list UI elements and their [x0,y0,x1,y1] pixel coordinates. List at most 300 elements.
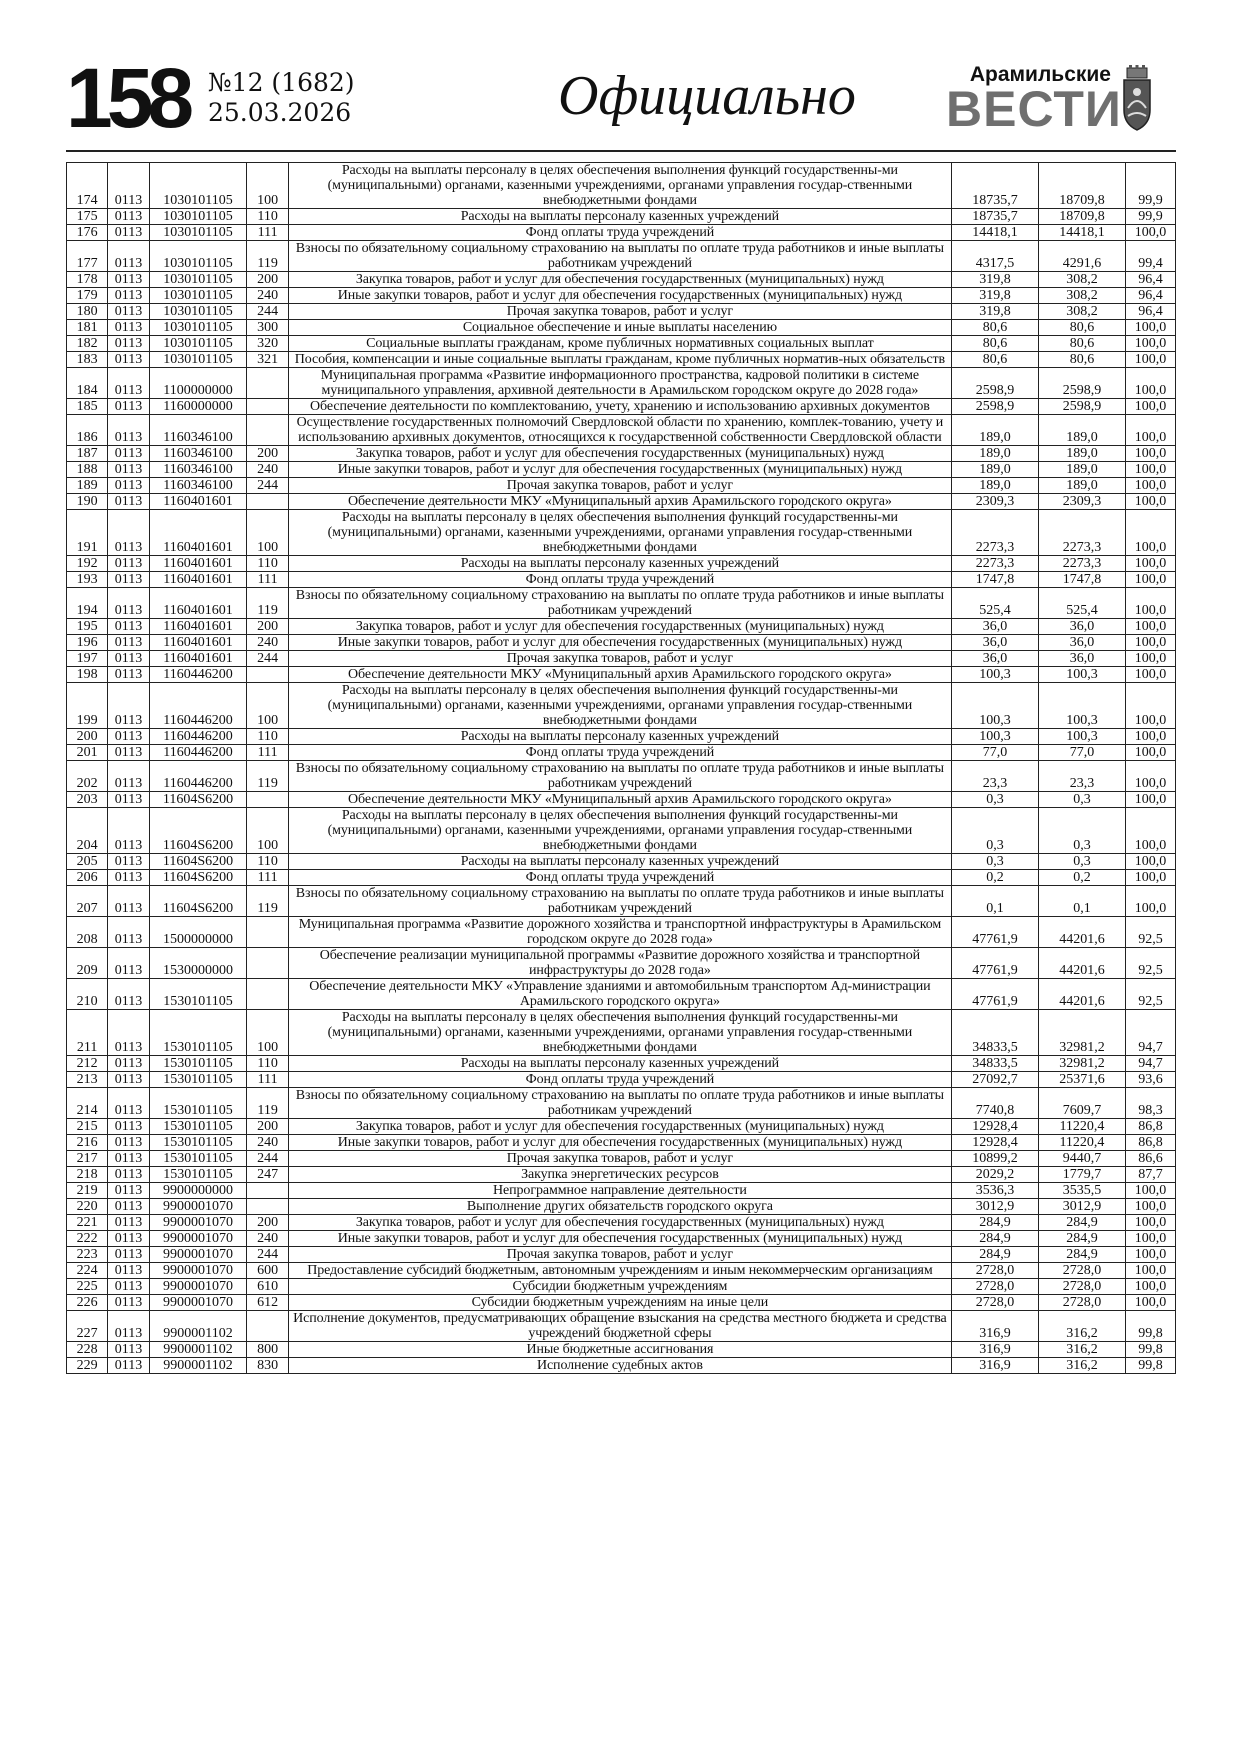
execution-percent: 86,6 [1125,1151,1175,1167]
table-row [67,870,1176,886]
row-number: 226 [67,1295,108,1311]
execution-percent: 92,5 [1125,917,1175,948]
expense-type-code: 100 [247,683,288,729]
planned-amount: 36,0 [952,651,1039,667]
target-article-code: 1160346100 [149,462,247,478]
section-code: 0113 [108,494,149,510]
expense-type-code [247,494,288,510]
planned-amount: 36,0 [952,635,1039,651]
target-article-code: 1530101105 [149,1088,247,1119]
section-code: 0113 [108,761,149,792]
target-article-code: 1030101105 [149,272,247,288]
section-code: 0113 [108,510,149,556]
table-row [67,1311,1176,1342]
table-row [67,288,1176,304]
expense-type-code: 800 [247,1342,288,1358]
expense-type-code: 244 [247,478,288,494]
target-article-code: 1160446200 [149,667,247,683]
table-row [67,336,1176,352]
section-code: 0113 [108,1183,149,1199]
planned-amount: 316,9 [952,1342,1039,1358]
table-row [67,1088,1176,1119]
execution-percent: 100,0 [1125,478,1175,494]
planned-amount: 12928,4 [952,1135,1039,1151]
planned-amount: 2029,2 [952,1167,1039,1183]
expense-type-code: 240 [247,462,288,478]
description: Закупка товаров, работ и услуг для обеспечения государственных (муниципальных) нужд [288,1215,951,1231]
section-code: 0113 [108,1295,149,1311]
planned-amount: 3536,3 [952,1183,1039,1199]
executed-amount: 4291,6 [1038,241,1125,272]
section-code: 0113 [108,1358,149,1374]
section-code: 0113 [108,870,149,886]
table-row [67,556,1176,572]
execution-percent: 99,8 [1125,1342,1175,1358]
table-row [67,619,1176,635]
description: Прочая закупка товаров, работ и услуг [288,478,951,494]
section-code: 0113 [108,462,149,478]
logo-main-text: ВЕСТИ [946,81,1122,137]
expense-type-code [247,1199,288,1215]
section-code: 0113 [108,241,149,272]
expense-type-code [247,415,288,446]
planned-amount: 525,4 [952,588,1039,619]
description: Иные закупки товаров, работ и услуг для обеспечения государственных (муниципальных) нужд [288,462,951,478]
table-row [67,635,1176,651]
description: Взносы по обязательному социальному страхованию на выплаты по оплате труда работников и иные выплаты работникам учреждений [288,241,951,272]
row-number: 177 [67,241,108,272]
executed-amount: 2728,0 [1038,1263,1125,1279]
row-number: 203 [67,792,108,808]
target-article-code: 9900001070 [149,1199,247,1215]
expense-type-code: 119 [247,588,288,619]
expense-type-code: 200 [247,446,288,462]
expense-type-code: 612 [247,1295,288,1311]
section-code: 0113 [108,651,149,667]
row-number: 208 [67,917,108,948]
planned-amount: 319,8 [952,304,1039,320]
description: Взносы по обязательному социальному страхованию на выплаты по оплате труда работников и иные выплаты работникам учреждений [288,1088,951,1119]
target-article-code: 1160446200 [149,745,247,761]
target-article-code: 1530101105 [149,1056,247,1072]
row-number: 204 [67,808,108,854]
description: Иные закупки товаров, работ и услуг для обеспечения государственных (муниципальных) нужд [288,1231,951,1247]
table-row [67,572,1176,588]
planned-amount: 0,1 [952,886,1039,917]
target-article-code: 1530101105 [149,1119,247,1135]
row-number: 199 [67,683,108,729]
execution-percent: 98,3 [1125,1088,1175,1119]
target-article-code: 1030101105 [149,352,247,368]
execution-percent: 96,4 [1125,288,1175,304]
description: Расходы на выплаты персоналу казенных учреждений [288,209,951,225]
table-row [67,1119,1176,1135]
description: Муниципальная программа «Развитие информационного пространства, кадровой политики в системе муниципального управления, архивной деятельности в Арамильском городском округе до 2028 года» [288,368,951,399]
description: Взносы по обязательному социальному страхованию на выплаты по оплате труда работников и иные выплаты работникам учреждений [288,886,951,917]
expense-type-code: 830 [247,1358,288,1374]
planned-amount: 189,0 [952,462,1039,478]
execution-percent: 100,0 [1125,886,1175,917]
table-row [67,320,1176,336]
planned-amount: 2598,9 [952,399,1039,415]
row-number: 228 [67,1342,108,1358]
section-code: 0113 [108,1311,149,1342]
section-code: 0113 [108,1135,149,1151]
execution-percent: 92,5 [1125,948,1175,979]
expense-type-code: 200 [247,1215,288,1231]
table-row [67,1151,1176,1167]
row-number: 176 [67,225,108,241]
expense-type-code: 111 [247,1072,288,1088]
target-article-code: 11604S6200 [149,886,247,917]
table-row [67,979,1176,1010]
execution-percent: 86,8 [1125,1135,1175,1151]
target-article-code: 9900001070 [149,1279,247,1295]
table-row [67,446,1176,462]
row-number: 216 [67,1135,108,1151]
description: Непрограммное направление деятельности [288,1183,951,1199]
planned-amount: 18735,7 [952,163,1039,209]
table-row [67,1358,1176,1374]
row-number: 220 [67,1199,108,1215]
issue-date: 25.03.2026 [208,98,352,127]
executed-amount: 7609,7 [1038,1088,1125,1119]
execution-percent: 100,0 [1125,556,1175,572]
description: Прочая закупка товаров, работ и услуг [288,304,951,320]
section-code: 0113 [108,1167,149,1183]
expense-type-code [247,917,288,948]
table-row [67,667,1176,683]
table-row [67,1247,1176,1263]
description: Обеспечение деятельности по комплектованию, учету, хранению и использованию архивных документов [288,399,951,415]
expense-type-code: 110 [247,854,288,870]
row-number: 222 [67,1231,108,1247]
target-article-code: 1160346100 [149,415,247,446]
execution-percent: 100,0 [1125,1215,1175,1231]
target-article-code: 1160401601 [149,494,247,510]
executed-amount: 0,2 [1038,870,1125,886]
planned-amount: 4317,5 [952,241,1039,272]
planned-amount: 189,0 [952,478,1039,494]
expense-type-code: 244 [247,1247,288,1263]
table-row [67,494,1176,510]
executed-amount: 36,0 [1038,651,1125,667]
execution-percent: 100,0 [1125,1199,1175,1215]
target-article-code: 1500000000 [149,917,247,948]
description: Расходы на выплаты персоналу казенных учреждений [288,556,951,572]
executed-amount: 80,6 [1038,336,1125,352]
executed-amount: 36,0 [1038,635,1125,651]
row-number: 223 [67,1247,108,1263]
target-article-code: 1030101105 [149,225,247,241]
planned-amount: 47761,9 [952,948,1039,979]
expense-type-code: 200 [247,272,288,288]
section-code: 0113 [108,1056,149,1072]
execution-percent: 100,0 [1125,792,1175,808]
section-code: 0113 [108,745,149,761]
row-number: 190 [67,494,108,510]
execution-percent: 100,0 [1125,1279,1175,1295]
target-article-code: 1530000000 [149,948,247,979]
table-row [67,241,1176,272]
expense-type-code: 110 [247,729,288,745]
description: Пособия, компенсации и иные социальные выплаты гражданам, кроме публичных норматив-ных обязательств [288,352,951,368]
executed-amount: 3012,9 [1038,1199,1125,1215]
planned-amount: 12928,4 [952,1119,1039,1135]
planned-amount: 1747,8 [952,572,1039,588]
executed-amount: 0,3 [1038,808,1125,854]
description: Муниципальная программа «Развитие дорожного хозяйства и транспортной инфраструктуры в Арамильском городском округе до 2028 года» [288,917,951,948]
description: Обеспечение деятельности МКУ «Управление зданиями и автомобильным транспортом Ад-министрации Арамильского городского округа» [288,979,951,1010]
expense-type-code: 300 [247,320,288,336]
executed-amount: 189,0 [1038,462,1125,478]
planned-amount: 77,0 [952,745,1039,761]
description: Исполнение судебных актов [288,1358,951,1374]
table-row [67,368,1176,399]
execution-percent: 94,7 [1125,1056,1175,1072]
section-code: 0113 [108,1342,149,1358]
description: Расходы на выплаты персоналу казенных учреждений [288,1056,951,1072]
section-code: 0113 [108,225,149,241]
table-row [67,588,1176,619]
planned-amount: 80,6 [952,320,1039,336]
description: Расходы на выплаты персоналу в целях обеспечения выполнения функций государственны-ми (муниципальными) органами, казенными учреждениями, органами управления государ-ственными внебюджетными фондами [288,510,951,556]
executed-amount: 11220,4 [1038,1119,1125,1135]
planned-amount: 100,3 [952,683,1039,729]
expense-type-code: 111 [247,225,288,241]
section-code: 0113 [108,619,149,635]
execution-percent: 100,0 [1125,225,1175,241]
section-code: 0113 [108,792,149,808]
executed-amount: 1747,8 [1038,572,1125,588]
section-code: 0113 [108,556,149,572]
planned-amount: 7740,8 [952,1088,1039,1119]
planned-amount: 0,2 [952,870,1039,886]
executed-amount: 284,9 [1038,1231,1125,1247]
target-article-code: 9900001102 [149,1311,247,1342]
expense-type-code [247,979,288,1010]
execution-percent: 100,0 [1125,729,1175,745]
planned-amount: 100,3 [952,667,1039,683]
row-number: 206 [67,870,108,886]
row-number: 174 [67,163,108,209]
description: Осуществление государственных полномочий Свердловской области по хранению, комплек-тованию, учету и использованию архивных документов, относящихся к государственной собственности Свердловской области [288,415,951,446]
coat-of-arms-icon [1118,64,1156,134]
execution-percent: 86,8 [1125,1119,1175,1135]
row-number: 181 [67,320,108,336]
expense-type-code: 119 [247,241,288,272]
expense-type-code: 321 [247,352,288,368]
planned-amount: 2598,9 [952,368,1039,399]
row-number: 200 [67,729,108,745]
executed-amount: 2273,3 [1038,556,1125,572]
target-article-code: 1160401601 [149,510,247,556]
description: Закупка товаров, работ и услуг для обеспечения государственных (муниципальных) нужд [288,619,951,635]
executed-amount: 316,2 [1038,1358,1125,1374]
expense-type-code: 110 [247,556,288,572]
target-article-code: 1160446200 [149,761,247,792]
description: Фонд оплаты труда учреждений [288,1072,951,1088]
execution-percent: 93,6 [1125,1072,1175,1088]
description: Прочая закупка товаров, работ и услуг [288,1151,951,1167]
description: Иные закупки товаров, работ и услуг для обеспечения государственных (муниципальных) нужд [288,635,951,651]
execution-percent: 100,0 [1125,510,1175,556]
section-code: 0113 [108,917,149,948]
section-code: 0113 [108,1151,149,1167]
table-row [67,729,1176,745]
table-body [67,163,1176,1374]
execution-percent: 100,0 [1125,1295,1175,1311]
planned-amount: 189,0 [952,446,1039,462]
target-article-code: 1160346100 [149,446,247,462]
execution-percent: 100,0 [1125,683,1175,729]
target-article-code: 1530101105 [149,1072,247,1088]
executed-amount: 0,3 [1038,854,1125,870]
description: Фонд оплаты труда учреждений [288,870,951,886]
row-number: 201 [67,745,108,761]
target-article-code: 1160401601 [149,651,247,667]
executed-amount: 100,3 [1038,729,1125,745]
executed-amount: 77,0 [1038,745,1125,761]
expense-type-code [247,368,288,399]
planned-amount: 27092,7 [952,1072,1039,1088]
planned-amount: 14418,1 [952,225,1039,241]
table-row [67,352,1176,368]
planned-amount: 80,6 [952,352,1039,368]
executed-amount: 11220,4 [1038,1135,1125,1151]
execution-percent: 100,0 [1125,415,1175,446]
planned-amount: 2273,3 [952,510,1039,556]
section-code: 0113 [108,1231,149,1247]
section-code: 0113 [108,588,149,619]
section-code: 0113 [108,635,149,651]
section-code: 0113 [108,683,149,729]
execution-percent: 87,7 [1125,1167,1175,1183]
section-code: 0113 [108,1010,149,1056]
executed-amount: 3535,5 [1038,1183,1125,1199]
expense-type-code: 244 [247,651,288,667]
target-article-code: 1530101105 [149,1151,247,1167]
row-number: 227 [67,1311,108,1342]
execution-percent: 100,0 [1125,651,1175,667]
target-article-code: 9900000000 [149,1183,247,1199]
execution-percent: 100,0 [1125,808,1175,854]
planned-amount: 0,3 [952,808,1039,854]
executed-amount: 44201,6 [1038,979,1125,1010]
table-row [67,1010,1176,1056]
section-code: 0113 [108,446,149,462]
description: Закупка товаров, работ и услуг для обеспечения государственных (муниципальных) нужд [288,272,951,288]
table-row [67,478,1176,494]
execution-percent: 100,0 [1125,352,1175,368]
description: Выполнение других обязательств городского округа [288,1199,951,1215]
description: Обеспечение реализации муниципальной программы «Развитие дорожного хозяйства и транспортной инфраструктуры до 2028 года» [288,948,951,979]
row-number: 182 [67,336,108,352]
planned-amount: 189,0 [952,415,1039,446]
section-code: 0113 [108,948,149,979]
executed-amount: 32981,2 [1038,1056,1125,1072]
target-article-code: 1030101105 [149,304,247,320]
table-row [67,209,1176,225]
expense-type-code: 100 [247,163,288,209]
target-article-code: 1160346100 [149,478,247,494]
row-number: 225 [67,1279,108,1295]
planned-amount: 316,9 [952,1311,1039,1342]
planned-amount: 2273,3 [952,556,1039,572]
description: Закупка товаров, работ и услуг для обеспечения государственных (муниципальных) нужд [288,446,951,462]
target-article-code: 11604S6200 [149,854,247,870]
issue-number: №12 (1682) [208,68,355,97]
expense-type-code: 240 [247,635,288,651]
section-code: 0113 [108,1088,149,1119]
section-code: 0113 [108,272,149,288]
planned-amount: 2309,3 [952,494,1039,510]
target-article-code: 1030101105 [149,336,247,352]
section-title: Официально [558,65,856,127]
expense-type-code [247,399,288,415]
executed-amount: 100,3 [1038,667,1125,683]
expense-type-code: 247 [247,1167,288,1183]
table-row [67,854,1176,870]
row-number: 193 [67,572,108,588]
executed-amount: 525,4 [1038,588,1125,619]
section-code: 0113 [108,478,149,494]
section-code: 0113 [108,415,149,446]
execution-percent: 96,4 [1125,304,1175,320]
table-row [67,1199,1176,1215]
expense-type-code: 600 [247,1263,288,1279]
row-number: 195 [67,619,108,635]
executed-amount: 2728,0 [1038,1279,1125,1295]
section-code: 0113 [108,572,149,588]
executed-amount: 32981,2 [1038,1010,1125,1056]
section-code: 0113 [108,886,149,917]
description: Прочая закупка товаров, работ и услуг [288,651,951,667]
execution-percent: 99,9 [1125,209,1175,225]
executed-amount: 80,6 [1038,320,1125,336]
executed-amount: 80,6 [1038,352,1125,368]
header-rule [66,150,1176,152]
expense-type-code [247,1311,288,1342]
expense-type-code: 111 [247,745,288,761]
executed-amount: 308,2 [1038,288,1125,304]
target-article-code: 9900001102 [149,1342,247,1358]
section-code: 0113 [108,399,149,415]
row-number: 188 [67,462,108,478]
table-row [67,1072,1176,1088]
target-article-code: 1030101105 [149,241,247,272]
expense-type-code [247,948,288,979]
expense-type-code: 110 [247,1056,288,1072]
target-article-code: 1530101105 [149,1135,247,1151]
executed-amount: 100,3 [1038,683,1125,729]
executed-amount: 23,3 [1038,761,1125,792]
expense-type-code: 100 [247,808,288,854]
executed-amount: 2598,9 [1038,399,1125,415]
executed-amount: 36,0 [1038,619,1125,635]
row-number: 210 [67,979,108,1010]
section-code: 0113 [108,1199,149,1215]
section-code: 0113 [108,352,149,368]
expense-type-code: 111 [247,870,288,886]
section-code: 0113 [108,1279,149,1295]
execution-percent: 94,7 [1125,1010,1175,1056]
executed-amount: 25371,6 [1038,1072,1125,1088]
row-number: 202 [67,761,108,792]
execution-percent: 100,0 [1125,745,1175,761]
row-number: 175 [67,209,108,225]
table-row [67,948,1176,979]
